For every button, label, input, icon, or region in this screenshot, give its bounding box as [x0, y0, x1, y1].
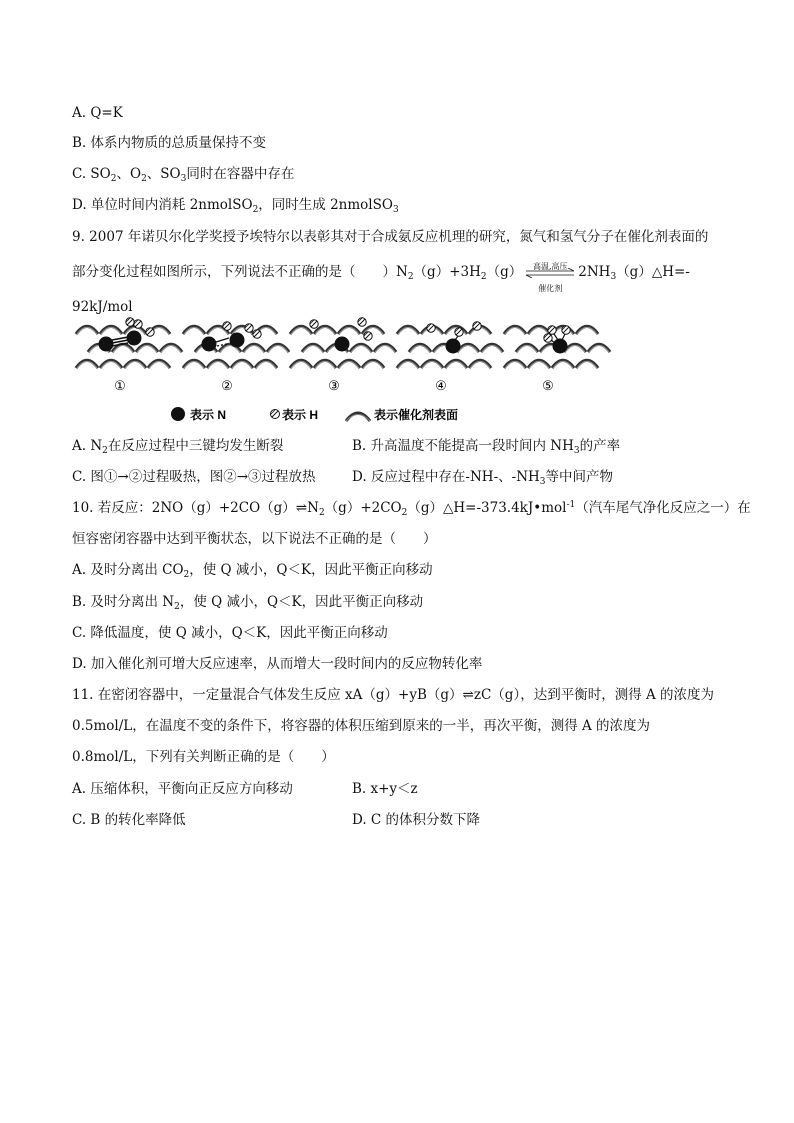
mechanism-diagram [72, 316, 612, 428]
q10-stem-line2: 恒容密闭容器中达到平衡状态，以下说法不正确的是（ ） [72, 531, 437, 547]
q9-stem-line1: 9. 2007 年诺贝尔化学奖授予埃特尔以表彰其对于合成氨反应机理的研究，氮气和氢气分子在催化剂表面的 [72, 229, 709, 245]
catalyst-surface-figure [72, 316, 612, 428]
q9-stem-line3: 92kJ/mol [72, 299, 133, 315]
q8-option-b: B. 体系内物质的总质量保持不变 [72, 135, 267, 151]
panel-number-label: ④ [435, 379, 447, 394]
q10-option-b: B. 及时分离出 $N_2$，使 Q 减小，Q＜K，因此平衡正向移动 [72, 594, 424, 612]
q10-option-a: A. 及时分离出 $CO_2$，使 Q 减小，Q＜K，因此平衡正向移动 [72, 562, 433, 580]
q11-stem-line2: 0.5mol/L，在温度不变的条件下，将容器的体积压缩到原来的一半，再次平衡，测得 A 的浓度为 [72, 718, 651, 734]
q9-option-a: A. $N_2$在反应过程中三键均发生断裂 [72, 438, 284, 456]
panel-number-label: ① [114, 379, 126, 394]
q9-option-c: C. 图①→②过程吸热，图②→③过程放热 [72, 469, 316, 485]
figure-legend [171, 407, 458, 422]
panel-number-label: ③ [328, 379, 340, 394]
q10-stem-line1: 10. 若反应：$2NO(g)+2CO(g)\rightleftharpoons N_2(g)+2CO_2(g)\triangle H=-373.4kJ•mol^{-1}$（汽车尾气净化反应之一）在 [72, 500, 751, 518]
q11-option-d: D. C 的体积分数下降 [352, 812, 481, 828]
q11-stem-line3: 0.8mol/L，下列有关判断正确的是（ ） [72, 749, 335, 765]
q9-option-b: B. 升高温度不能提高一段时间内 $NH_3$的产率 [352, 438, 621, 456]
legend-h-label: 表示 H [282, 408, 319, 422]
q8-option-a: A. Q=K [72, 105, 123, 121]
mechanism-panel [76, 318, 182, 394]
q10-option-c: C. 降低温度，使 Q 减小，Q＜K，因此平衡正向移动 [72, 625, 388, 641]
q9-stem-line2: 部分变化过程如图所示，下列说法不正确的是（ ）$N_2(g)+3H_2(g)$ 高温,高压 催化剂 $2NH_3(g)\triangle H=-$ [72, 261, 690, 293]
q8-option-d: D. 单位时间内消耗 2nmolSO$_2$，同时生成 2nmolSO$_3$ [72, 197, 399, 215]
q11-option-b: B. x+y＜z [352, 781, 418, 797]
q9-option-d: D. 反应过程中存在-NH-、$-NH_3$等中间产物 [352, 469, 614, 487]
q10-option-d: D. 加入催化剂可增大反应速率，从而增大一段时间内的反应物转化率 [72, 656, 483, 672]
reaction-condition-arrow: 高温,高压 催化剂 [524, 264, 576, 282]
q11-option-c: C. B 的转化率降低 [72, 812, 186, 828]
nitrogen-atom-legend-icon [171, 407, 185, 421]
mechanism-panel [290, 318, 396, 394]
q8-option-c: C. $SO_2$、$O_2$、$SO_3$同时在容器中存在 [72, 166, 295, 184]
panel-number-label: ⑤ [542, 379, 554, 394]
mechanism-panel [397, 322, 503, 394]
legend-catalyst-label: 表示催化剂表面 [374, 408, 459, 422]
q11-option-a: A. 压缩体积，平衡向正反应方向移动 [72, 781, 293, 797]
q11-stem-line1: 11. 在密闭容器中，一定量混合气体发生反应 xA（g）+yB（g）⇌zC（g），达到平衡时，测得 A 的浓度为 [72, 687, 715, 703]
mechanism-panel [504, 326, 610, 394]
legend-n-label: 表示 N [190, 408, 227, 422]
panel-number-label: ② [221, 379, 233, 394]
mechanism-panel [183, 322, 289, 394]
